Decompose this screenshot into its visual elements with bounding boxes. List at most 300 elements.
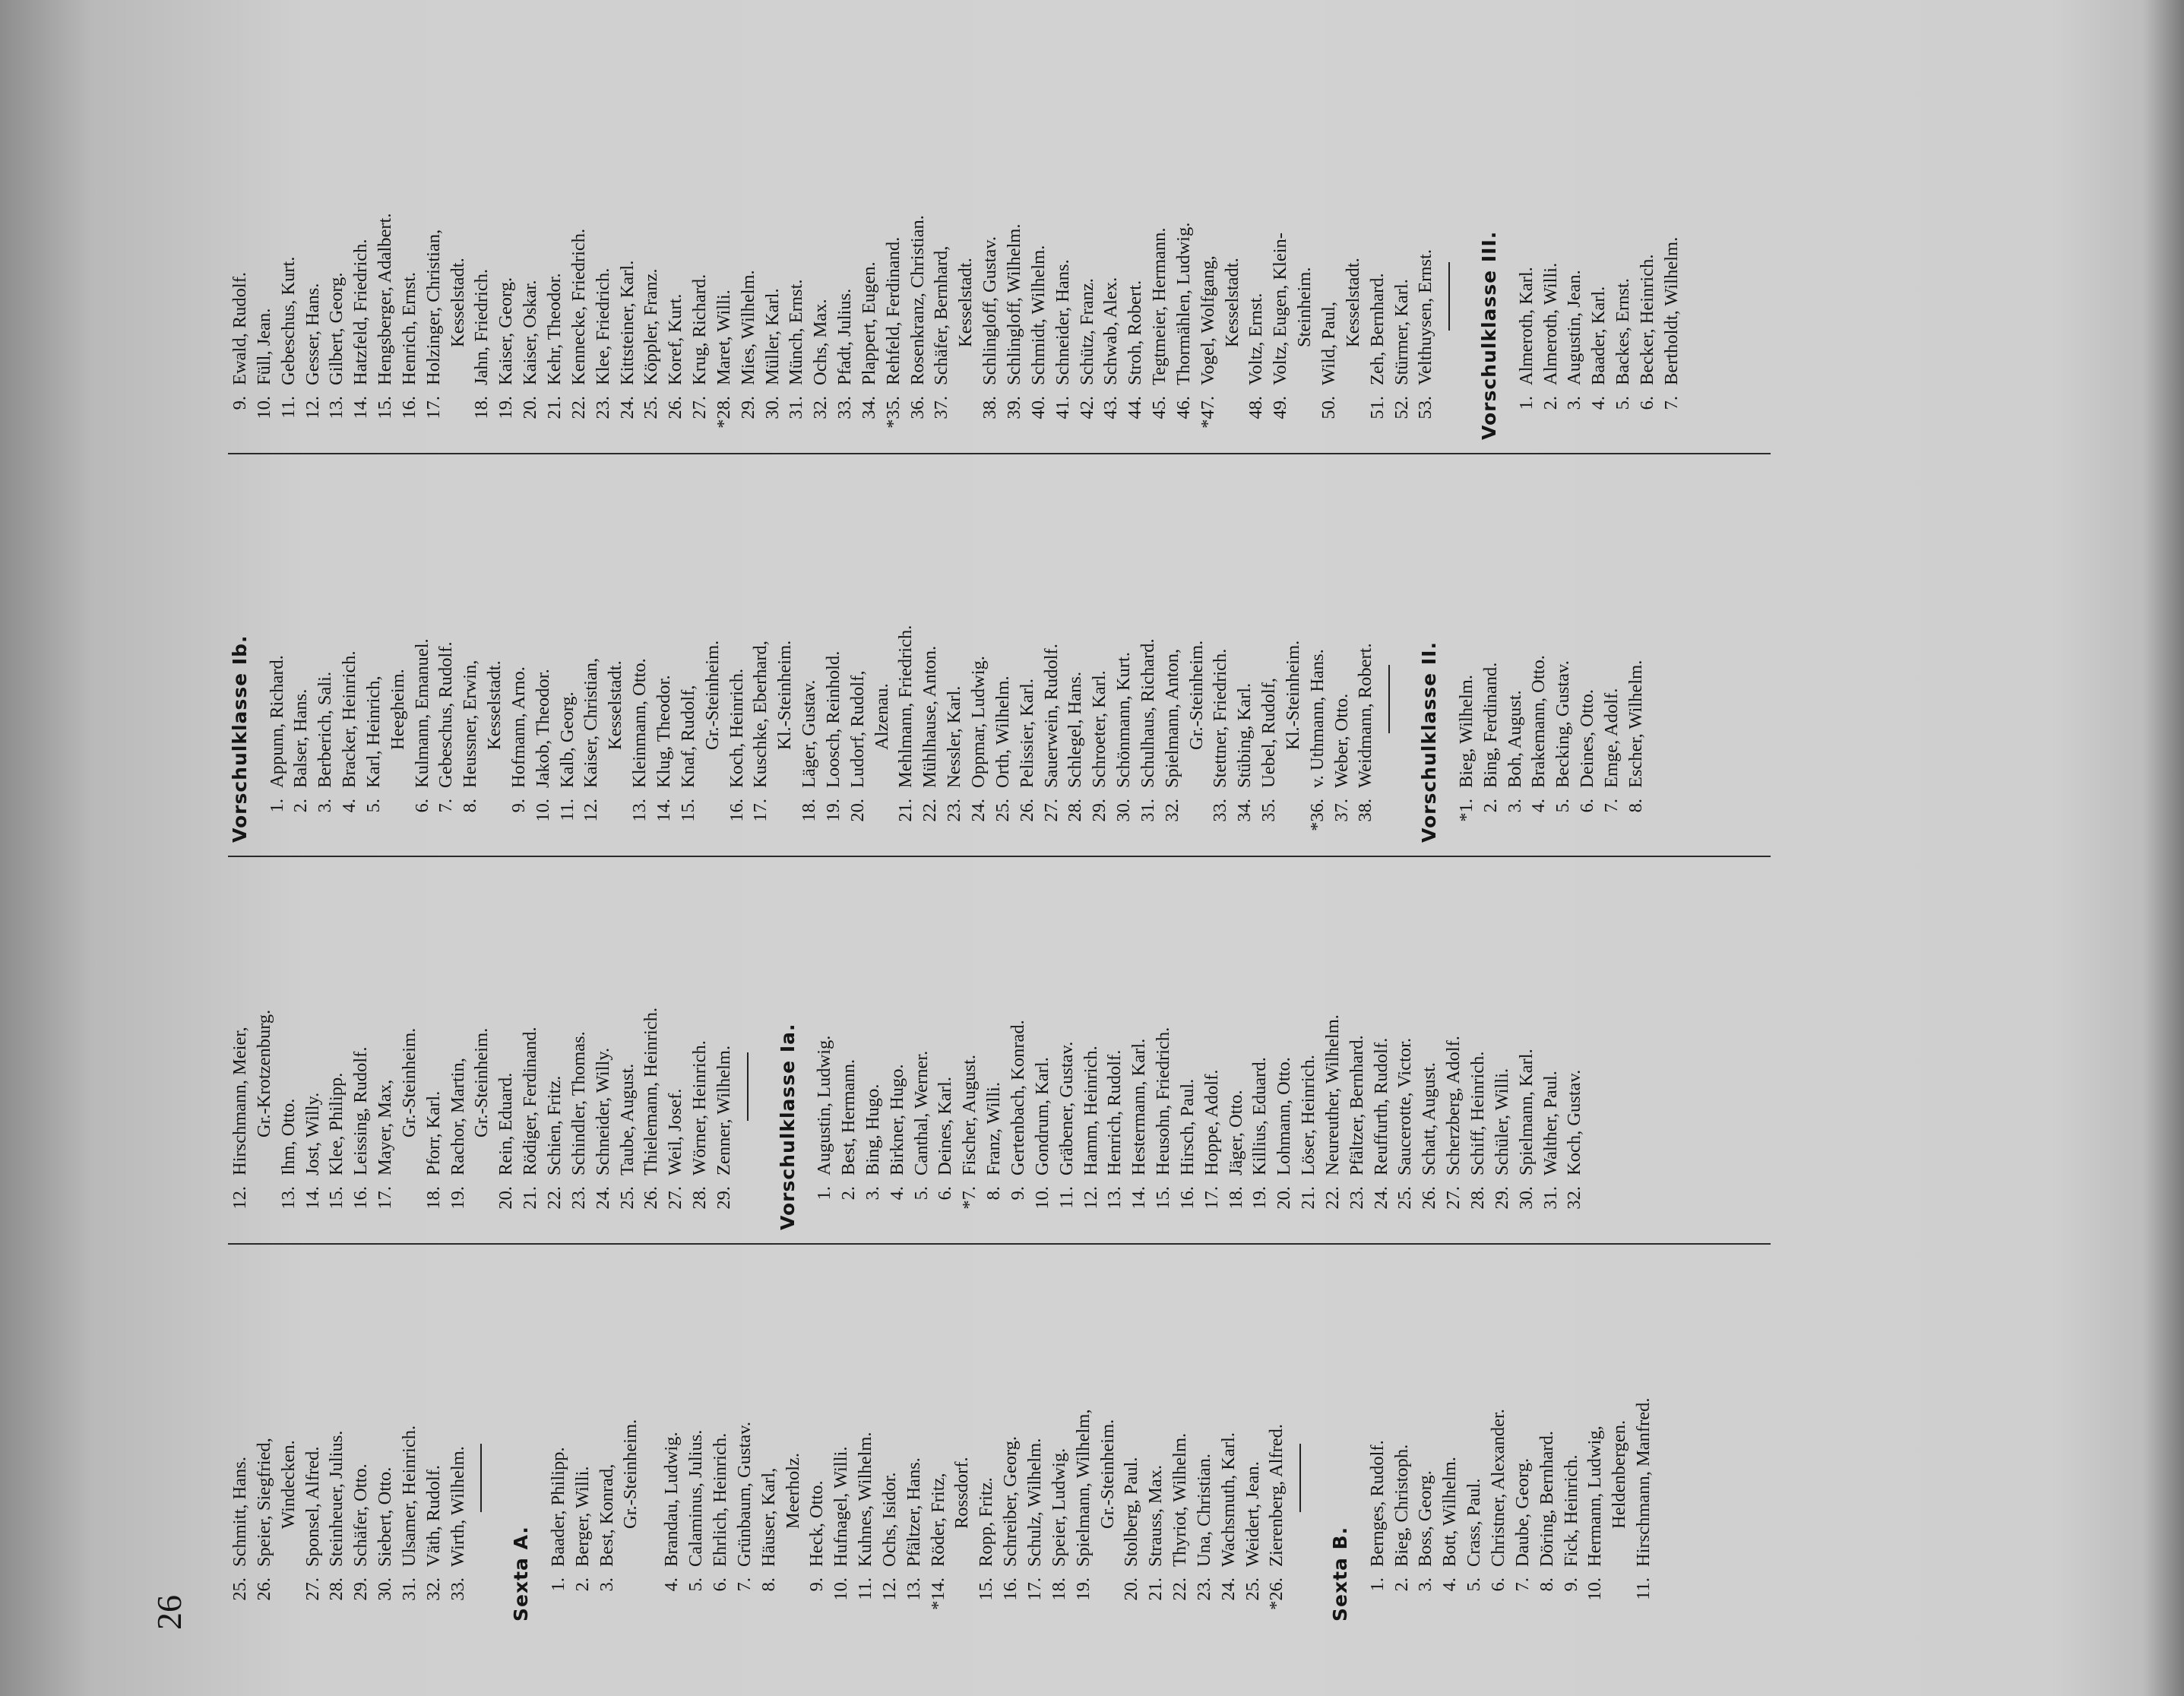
entry-name: Weidert, Jean. [1242,1461,1263,1567]
entry-number: 10. [1584,1577,1606,1601]
entry-number: 5. [685,1577,707,1592]
list-item [1079,862,1103,1235]
entry-number: 5. [1613,396,1634,410]
entry-continuation: Heldenbergen. [1609,1419,1630,1529]
entry-number: *47. [1197,396,1218,429]
list-item [1071,1254,1096,1626]
entry-number: 29. [1089,799,1110,822]
entry-name: Christner, Alexander. [1487,1409,1508,1567]
entry-name: Bott, Wilhelm. [1439,1457,1461,1567]
entry-number: 17. [375,1186,396,1210]
entry-number: 4. [1439,1577,1461,1592]
list-item [1611,72,1635,445]
list-item [797,475,821,847]
entry-name: Maret, Willi. [713,290,734,385]
list-item [1515,72,1539,445]
entry-name: Krug, Richard. [689,274,711,385]
entry-number: 24. [1370,1186,1391,1210]
entry-name: Schatt, August. [1419,1062,1440,1175]
entry-number: 12. [229,1186,250,1210]
list-item [458,475,483,847]
entry-number: 24. [1217,1577,1239,1601]
entry-name: Bieg, Wilhelm. [1455,675,1477,788]
list-item [349,72,373,445]
entry-continuation: Kl.-Steinheim. [1282,640,1303,750]
entry-name: Hufnagel, Willi. [831,1446,852,1567]
entry-number: *1. [1455,799,1477,822]
entry-number: 21. [895,799,916,822]
entry-name: Münch, Ernst. [786,279,807,385]
entry-name: Balser, Hans. [290,688,312,788]
list-item [708,1254,733,1626]
list-item [567,862,591,1235]
entry-name: Canthal, Werner. [910,1050,932,1175]
entry-name: Zenner, Wilhelm. [713,1045,734,1175]
entry-name: Thielemann, Heinrich. [641,1007,662,1175]
entry-name: Best, Konrad, [596,1463,617,1567]
entry-name: Jakob, Theodor. [532,669,553,788]
entry-number: 20. [495,1186,517,1210]
list-item [1248,862,1272,1235]
entry-number: 12. [302,396,323,419]
list-item [567,72,591,445]
entry-number: 14. [350,396,372,419]
column-3 [228,475,1648,847]
entry-number: 12. [878,1577,900,1601]
list-item [1168,1254,1192,1626]
entry-name: Reuffurth, Rudolf. [1370,1037,1391,1175]
section-divider [747,1052,749,1121]
entry-number: 38. [1355,799,1376,822]
entry-continuation: Alzenau. [871,683,892,750]
entry-name: Löser, Heinrich. [1298,1055,1319,1175]
entry-name: Baader, Karl. [1588,286,1610,385]
entry-number: 24. [967,799,989,822]
entry-name: Müller, Karl. [761,288,783,385]
entry-name: Schüler, Willi. [1491,1068,1512,1175]
entry-name: Kaiser, Oskar. [520,280,541,385]
list-item [1515,862,1539,1235]
section-heading: Vorschulklasse Ia. [776,1023,799,1230]
list-item [1123,72,1147,445]
list-item [688,72,712,445]
entry-number: 25. [229,1577,250,1601]
entry-name: Boh, August. [1504,690,1525,788]
entry-number: 11. [556,799,578,821]
list-item [1027,72,1051,445]
list-item [652,475,676,847]
list-item [1176,862,1200,1235]
entry-number: 53. [1415,396,1436,419]
entry-number: 14. [654,799,674,822]
list-item [1490,862,1515,1235]
list-item [639,862,663,1235]
list-item [579,475,603,847]
entry-number: 18. [1225,1186,1246,1210]
list-item [301,72,325,445]
entry-number: 19. [447,1186,468,1210]
list-item [967,475,991,847]
entry-number: 11. [277,396,299,419]
entry-number: 12. [1080,1186,1101,1210]
list-item [1345,862,1369,1235]
entry-number: 19. [822,799,844,822]
list-item [846,475,870,847]
list-item [974,1254,999,1626]
entry-name: Schlingloff, Gustav. [980,236,1001,385]
list-item [324,862,349,1235]
list-item [853,1254,878,1626]
entry-number: 5. [362,799,384,813]
entry-name: Gilbert, Georg. [326,272,347,385]
entry-name: Sauerwein, Rudolf. [1040,644,1062,788]
list-item [1454,475,1479,847]
list-item [595,1254,619,1626]
list-item [809,72,833,445]
list-item [301,1254,325,1626]
list-item [1393,862,1417,1235]
entry-name: Schneider, Willy. [592,1047,613,1175]
list-item [1479,475,1503,847]
list-item [712,72,736,445]
list-item [1051,72,1075,445]
list-item [761,72,785,445]
entry-name: Schulz, Wilhelm. [1024,1438,1045,1567]
entry-number: 13. [629,799,650,822]
entry-name: Deines, Otto. [1577,689,1598,788]
list-item [1023,1254,1047,1626]
list-item [894,475,918,847]
entry-continuation: Windecken. [277,1440,299,1529]
list-item [422,862,446,1235]
list-item [982,862,1006,1235]
entry-number: 27. [1443,1186,1464,1210]
section-heading: Sexta B. [1329,1526,1352,1622]
entry-name: Schönmann, Kurt. [1113,652,1135,788]
entry-number: 6. [710,1577,730,1592]
list-item [1136,475,1160,847]
entry-name: Kuschke, Eberhard, [750,641,771,788]
entry-number: 17. [750,799,771,822]
list-item [1559,1254,1584,1626]
list-item [289,475,313,847]
entry-number: 10. [253,396,274,419]
entry-continuation: Kl.-Steinheim. [774,640,796,750]
entry-name: Henrich, Ernst. [398,272,419,385]
entry-number: 26. [641,1186,662,1210]
list-item [1527,475,1551,847]
entry-number: 22. [1321,1186,1343,1210]
entry-number: 2. [1480,799,1501,813]
entry-number: 29. [1491,1186,1512,1210]
entry-number: 15. [677,799,698,822]
list-item [882,72,906,445]
list-item [1390,72,1414,445]
entry-number: 20. [520,396,541,419]
entry-number: 29. [350,1577,372,1601]
entry-name: Voltz, Eugen, Klein- [1270,233,1291,385]
entry-number: 34. [1234,799,1255,822]
list-item [902,1254,926,1626]
entry-name: Leissing, Rudolf. [350,1046,372,1175]
list-item [1103,862,1127,1235]
entry-number: 1. [814,1186,835,1201]
entry-continuation: Gr.-Steinheim. [620,1419,641,1529]
list-item [1306,475,1330,847]
list-item [1119,1254,1144,1626]
entry-number: 21. [1298,1186,1319,1210]
list-item [712,862,736,1235]
entry-number: 21. [1145,1577,1166,1601]
entry-number: 30. [375,1577,396,1601]
entry-number: 19. [495,396,517,419]
entry-name: Ropp, Fritz. [976,1477,997,1567]
entry-number: 33. [1210,799,1231,822]
list-item [1208,475,1233,847]
list-item [546,1254,571,1626]
entry-number: 6. [1577,799,1598,813]
entry-name: Heusohn, Friedrich. [1153,1027,1174,1175]
list-item [1147,72,1172,445]
entry-name: Stroh, Robert. [1125,280,1146,385]
list-item [1087,475,1112,847]
entry-name: Bracker, Heinrich. [339,650,360,788]
entry-name: Boss, Georg. [1415,1470,1436,1567]
entry-number: 33. [447,1577,468,1601]
entry-name: Rosenkranz, Christian. [907,215,928,385]
list-item [1562,72,1587,445]
entry-number: 8. [1625,799,1646,813]
list-item [1353,475,1378,847]
list-item [861,862,885,1235]
entry-name: Wild, Paul, [1318,302,1339,385]
entry-number: 37. [1331,799,1352,822]
entry-name: Pfältzer, Hans. [903,1457,924,1567]
list-item [725,475,749,847]
entry-continuation: Steinheim. [1294,267,1315,347]
list-item [571,1254,595,1626]
list-item [1539,72,1563,445]
entry-number: 3. [315,799,336,813]
list-item [434,475,458,847]
entry-name: Augustin, Ludwig. [814,1035,835,1175]
list-item [591,72,616,445]
entry-number: 9. [508,799,529,813]
entry-name: Kehr, Theodor. [543,273,565,385]
entry-number: 25. [1242,1577,1263,1601]
list-item [910,862,934,1235]
entry-name: Pforr, Karl. [423,1090,444,1175]
list-item [494,72,518,445]
entry-name: Schindler, Thomas. [568,1031,589,1175]
entry-number: 29. [713,1186,734,1210]
list-item [265,475,290,847]
list-item [733,1254,757,1626]
entry-number: 26. [665,396,686,419]
entry-number: 30. [1113,799,1135,822]
entry-number: 7. [435,799,457,813]
entry-name: Schwab, Alex. [1100,277,1122,385]
entry-number: *26. [1266,1577,1287,1610]
list-item [906,72,930,445]
list-item [1200,862,1224,1235]
entry-number: 49. [1270,396,1291,419]
list-item [373,862,397,1235]
list-item [277,72,301,445]
entry-number: *7. [959,1186,980,1210]
list-item [628,475,652,847]
entry-number: 16. [398,396,419,419]
list-item [1047,1254,1071,1626]
entry-name: Gräbener, Gustav. [1056,1041,1077,1175]
entry-number: 40. [1027,396,1049,419]
entry-name: Strauss, Max. [1145,1464,1166,1567]
section-divider [480,1444,482,1512]
list-item [676,475,701,847]
entry-name: Emge, Adolf. [1600,688,1622,788]
list-item [784,72,809,445]
entry-name: Crass, Paul. [1464,1478,1485,1567]
entry-number: 15. [326,1186,347,1210]
list-item [1413,1254,1438,1626]
entry-number: 23. [568,1186,589,1210]
entry-name: Bernges, Rudolf. [1366,1440,1388,1567]
entry-number: 2. [571,1577,593,1592]
entry-number: 4. [886,1186,907,1201]
entry-number: 11. [855,1577,876,1600]
entry-number: 31. [786,396,807,419]
entry-number: 43. [1100,396,1122,419]
entry-number: 28. [689,1186,711,1210]
entry-name: Ulsamer, Heinrich. [398,1425,419,1567]
list-item [228,72,252,445]
entry-number: 32. [810,396,831,419]
entry-number: 5. [1464,1577,1485,1592]
entry-continuation: Gr.-Steinheim. [471,1027,492,1138]
list-item [1112,475,1136,847]
entry-number: 11. [1056,1186,1077,1209]
entry-number: 1. [1366,1577,1388,1592]
entry-name: Heussner, Erwin, [460,660,481,788]
entry-number: 6. [935,1186,956,1201]
entry-name: Bieg, Christoph. [1391,1444,1412,1567]
entry-number: 26. [1016,799,1037,822]
entry-number: 9. [806,1577,828,1592]
list-item [829,1254,853,1626]
entry-name: Röder, Fritz, [927,1473,948,1567]
entry-name: Scherzberg, Adolf. [1443,1036,1464,1175]
entry-name: Kalb, Georg. [556,691,578,788]
entry-name: Kleinmann, Otto. [629,658,650,788]
list-item [337,475,362,847]
entry-number: 32. [1161,799,1182,822]
entry-name: Kaiser, Georg. [495,277,517,385]
list-item [362,475,386,847]
entry-number: 29. [737,396,758,419]
entry-name: Spielmann, Anton, [1161,648,1182,788]
entry-name: Hatzfeld, Friedrich. [350,239,372,385]
entry-name: Berger, Willi. [571,1466,593,1567]
entry-number: 2. [838,1186,859,1201]
entry-number: 31. [1137,799,1158,822]
list-item [991,475,1015,847]
entry-name: Pfältzer, Bernhard. [1346,1035,1367,1175]
entry-name: Schlegel, Hans. [1065,671,1086,788]
entry-name: Mehlmann, Friedrich. [895,625,916,788]
entry-name: Baader, Philipp. [547,1447,568,1567]
entry-number: 16. [1000,1577,1021,1601]
list-item [885,862,910,1235]
entry-name: Best, Hermann. [838,1058,859,1175]
entry-name: Franz, Willi. [983,1081,1005,1175]
list-item [1442,862,1466,1235]
entry-number: 37. [931,396,952,419]
entry-name: Neureuther, Wilhelm. [1321,1014,1343,1175]
entry-name: Gondrum, Karl. [1031,1057,1052,1175]
entry-name: Klee, Philipp. [326,1072,347,1175]
entry-number: 18. [423,1186,444,1210]
list-item [1160,475,1185,847]
entry-name: Bing, Ferdinand. [1480,662,1501,788]
list-item [757,1254,781,1626]
entry-name: Schäfer, Bernhard, [931,245,952,385]
entry-name: Brakemann, Otto. [1528,655,1549,788]
list-item [1192,1254,1217,1626]
entry-name: Augustin, Jean. [1564,270,1585,385]
list-item [518,862,543,1235]
entry-number: 8. [460,799,481,813]
entry-number: 2. [1391,1577,1412,1592]
entry-number: 46. [1173,396,1194,419]
entry-name: Mühlhause, Anton. [919,645,941,788]
list-item [1233,475,1257,847]
entry-name: Klug, Theodor. [654,675,674,788]
entry-number: *28. [713,396,734,429]
list-item [933,862,957,1235]
entry-name: Stübing, Karl. [1234,682,1255,788]
list-item [1040,475,1064,847]
entry-number: 20. [1121,1577,1142,1601]
entry-name: Hoppe, Adolf. [1201,1069,1222,1175]
entry-number: 23. [944,799,965,822]
column-1 [228,1254,1656,1626]
list-item [555,475,580,847]
list-item [1172,72,1196,445]
entry-name: Zeh, Bernhard. [1366,273,1388,385]
entry-name: Koref, Kurt. [665,293,686,385]
entry-name: Siebert, Otto. [375,1467,396,1567]
column-rule [228,1243,1771,1245]
list-item [1539,862,1563,1235]
entry-name: Taube, August. [616,1063,638,1175]
entry-number: 24. [616,396,638,419]
entry-number: 19. [1249,1186,1271,1210]
entry-number: 6. [411,799,432,813]
list-item [1196,72,1220,445]
entry-name: Hamm, Heinrich. [1080,1046,1101,1175]
entry-number: 8. [758,1577,779,1592]
entry-number: 20. [847,799,868,822]
entry-name: Henrich, Rudolf. [1104,1049,1125,1175]
list-item [926,1254,951,1626]
list-item [1030,862,1055,1235]
list-item [252,72,277,445]
entry-number: 3. [596,1577,617,1592]
entry-name: Ihm, Otto. [277,1098,299,1175]
entry-name: Wirth, Wilhelm. [447,1446,468,1567]
entry-number: 25. [616,1186,638,1210]
entry-name: Schmidt, Wilhelm. [1027,245,1049,385]
